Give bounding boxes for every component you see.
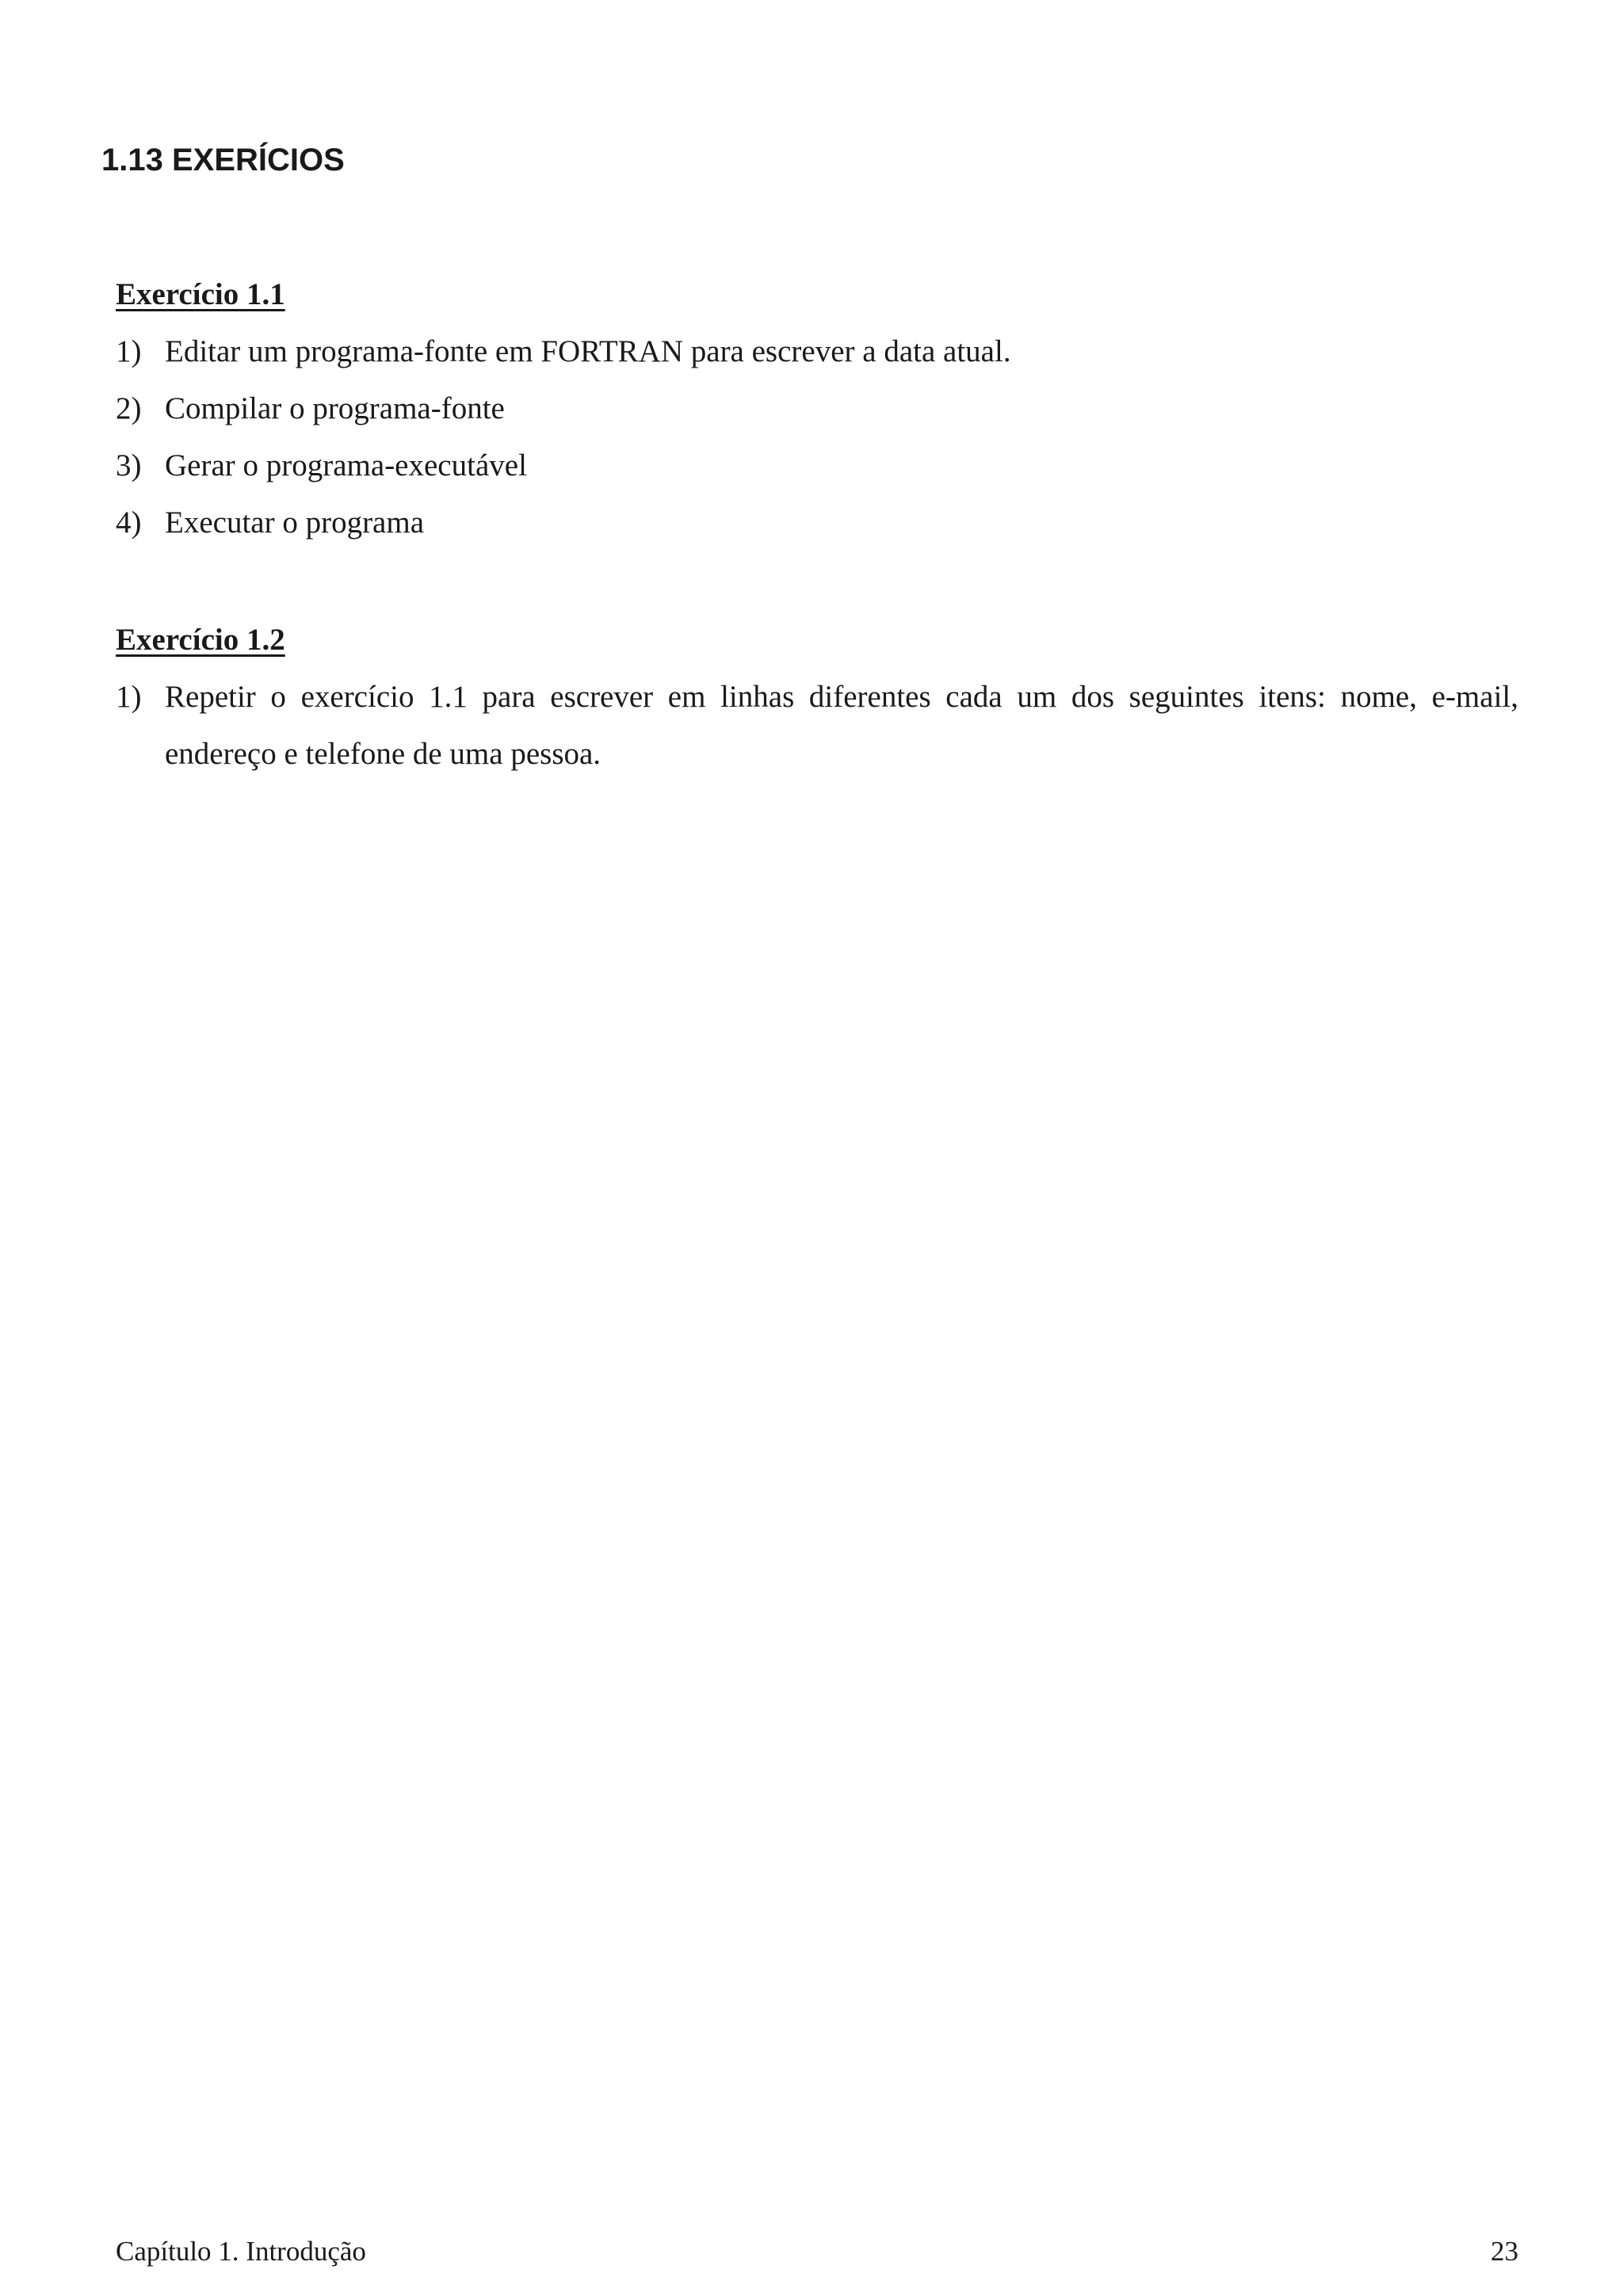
page-number: 23	[1491, 2236, 1518, 2267]
item-number: 1)	[116, 680, 142, 714]
item-text: Repetir o exercício 1.1 para escrever em linhas diferentes cada um dos seguintes itens: nome, e-mail, endereço e telefone de uma pessoa.	[165, 680, 1518, 771]
item-text: Compilar o programa-fonte	[165, 391, 505, 425]
exercise-item-list	[116, 669, 1518, 783]
list-item	[116, 669, 1518, 783]
list-item	[116, 494, 1518, 551]
list-item	[116, 323, 1518, 380]
exercise-1-2	[116, 612, 1518, 783]
list-item	[116, 437, 1518, 494]
page-footer	[116, 2234, 1518, 2269]
section-title: 1.13 EXERÍCIOS	[101, 143, 345, 177]
item-number: 3)	[116, 448, 142, 482]
item-text: Editar um programa-fonte em FORTRAN para escrever a data atual.	[165, 334, 1011, 368]
item-text: Executar o programa	[165, 505, 425, 540]
item-number: 2)	[116, 391, 142, 425]
exercise-1-1	[116, 266, 1518, 551]
list-item	[116, 380, 1518, 437]
footer-chapter-label: Capítulo 1. Introdução	[116, 2236, 366, 2267]
exercise-heading: Exercício 1.2	[116, 623, 285, 657]
exercise-heading: Exercício 1.1	[116, 277, 285, 311]
item-number: 1)	[116, 334, 142, 368]
item-number: 4)	[116, 505, 142, 540]
exercise-item-list	[116, 323, 1518, 551]
item-text: Gerar o programa-executável	[165, 448, 527, 482]
